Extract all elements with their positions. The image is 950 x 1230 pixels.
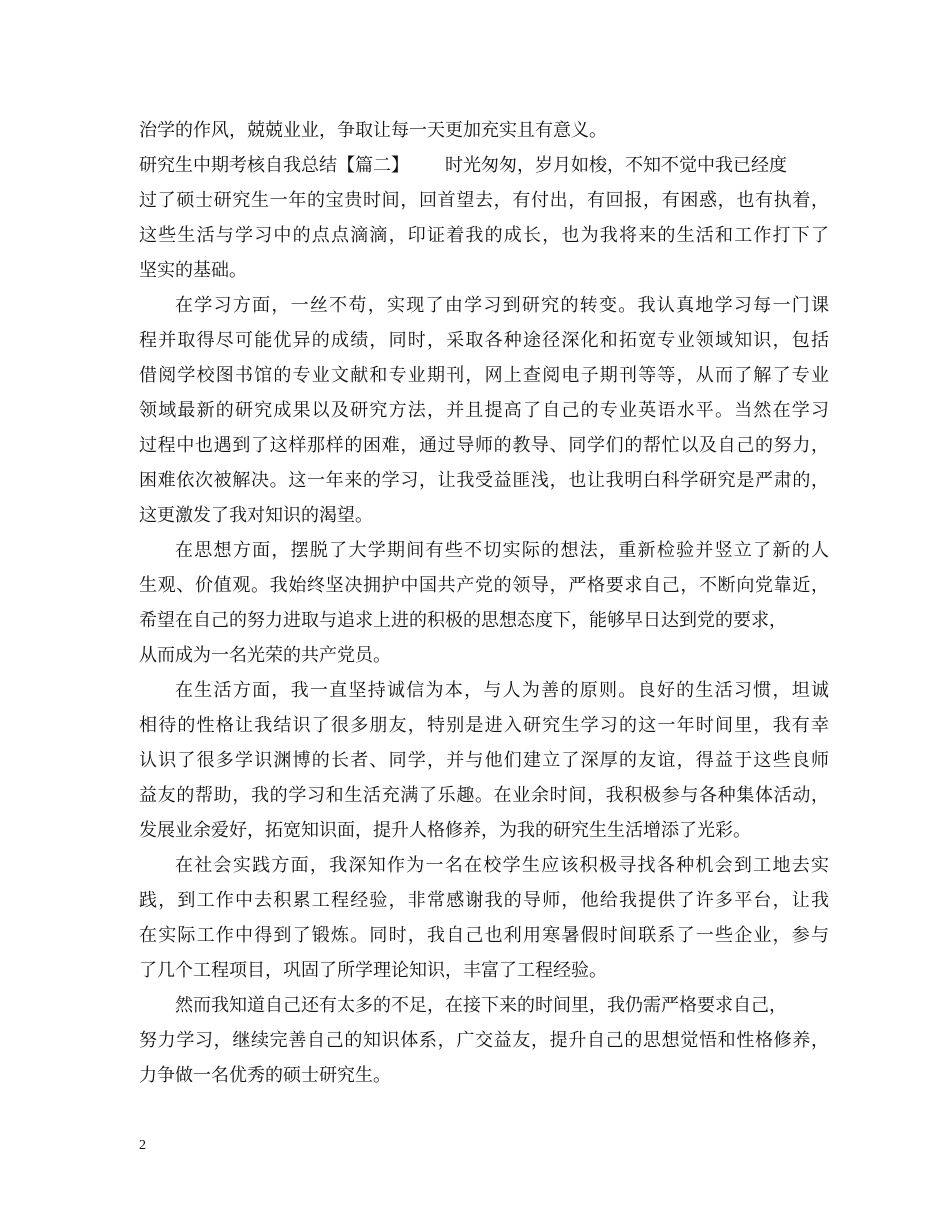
body-line: 程并取得尽可能优异的成绩，同时，采取各种途径深化和拓宽专业领域知识，包括: [139, 330, 829, 351]
body-line: 从而成为一名光荣的共产党员。: [139, 645, 391, 666]
body-line: 发展业余爱好，拓宽知识面，提升人格修养，为我的研究生生活增添了光彩。: [139, 820, 751, 841]
document-body: [139, 113, 829, 1093]
paragraph-first-line: 在社会实践方面，我深知作为一名在校学生应该积极寻找各种机会到工地去实: [175, 855, 829, 876]
paragraph-first-line: 在思想方面，摆脱了大学期间有些不切实际的想法，重新检验并竖立了新的人: [175, 540, 829, 561]
body-line: 过程中也遇到了这样那样的困难，通过导师的教导、同学们的帮忙以及自己的努力，: [139, 435, 829, 456]
body-line: 过了硕士研究生一年的宝贵时间，回首望去，有付出，有回报，有困惑，也有执着，: [139, 190, 829, 211]
text-line: 时光匆匆，岁月如梭，不知不觉中我已经度: [445, 155, 787, 176]
body-line: 相待的性格让我结识了很多朋友，特别是进入研究生学习的这一年时间里，我有幸: [139, 715, 829, 736]
body-line: 坚实的基础。: [139, 260, 247, 281]
body-line: 认识了很多学识渊博的长者、同学，并与他们建立了深厚的友谊，得益于这些良师: [139, 750, 829, 771]
body-line: [139, 113, 829, 148]
body-line: 这更激发了我对知识的渴望。: [139, 505, 373, 526]
body-line: 益友的帮助，我的学习和生活充满了乐趣。在业余时间，我积极参与各种集体活动，: [139, 785, 829, 806]
section-title-line: [139, 148, 829, 183]
paragraph-first-line: 然而我知道自己还有太多的不足，在接下来的时间里，我仍需严格要求自己，: [175, 995, 787, 1016]
body-line: 领域最新的研究成果以及研究方法，并且提高了自己的专业英语水平。当然在学习: [139, 400, 829, 421]
body-line: 生观、价值观。我始终坚决拥护中国共产党的领导，严格要求自己，不断向党靠近，: [139, 575, 829, 596]
body-line: 这些生活与学习中的点点滴滴，印证着我的成长，也为我将来的生活和工作打下了: [139, 225, 829, 246]
paragraph-first-line: 在学习方面，一丝不苟，实现了由学习到研究的转变。我认真地学习每一门课: [175, 295, 829, 316]
body-line: 困难依次被解决。这一年来的学习，让我受益匪浅，也让我明白科学研究是严肃的，: [139, 470, 829, 491]
body-line: 借阅学校图书馆的专业文献和专业期刊，网上查阅电子期刊等等，从而了解了专业: [139, 365, 829, 386]
body-line: 在实际工作中得到了锻炼。同时，我自己也利用寒暑假时间联系了一些企业，参与: [139, 925, 829, 946]
body-line: 力争做一名优秀的硕士研究生。: [139, 1065, 391, 1086]
body-line: 了几个工程项目，巩固了所学理论知识，丰富了工程经验。: [139, 960, 607, 981]
body-line: 努力学习，继续完善自己的知识体系，广交益友，提升自己的思想觉悟和性格修养，: [139, 1030, 829, 1051]
paragraph-first-line: 在生活方面，我一直坚持诚信为本，与人为善的原则。良好的生活习惯，坦诚: [175, 680, 829, 701]
text-line: 治学的作风，兢兢业业，争取让每一天更加充实且有意义。: [139, 120, 607, 141]
body-line: 希望在自己的努力进取与追求上进的积极的思想态度下，能够早日达到党的要求，: [139, 610, 787, 631]
page-number: 2: [139, 1138, 146, 1153]
section-heading: 研究生中期考核自我总结【篇二】: [139, 155, 409, 176]
body-line: 践，到工作中去积累工程经验，非常感谢我的导师，他给我提供了许多平台，让我: [139, 890, 829, 911]
